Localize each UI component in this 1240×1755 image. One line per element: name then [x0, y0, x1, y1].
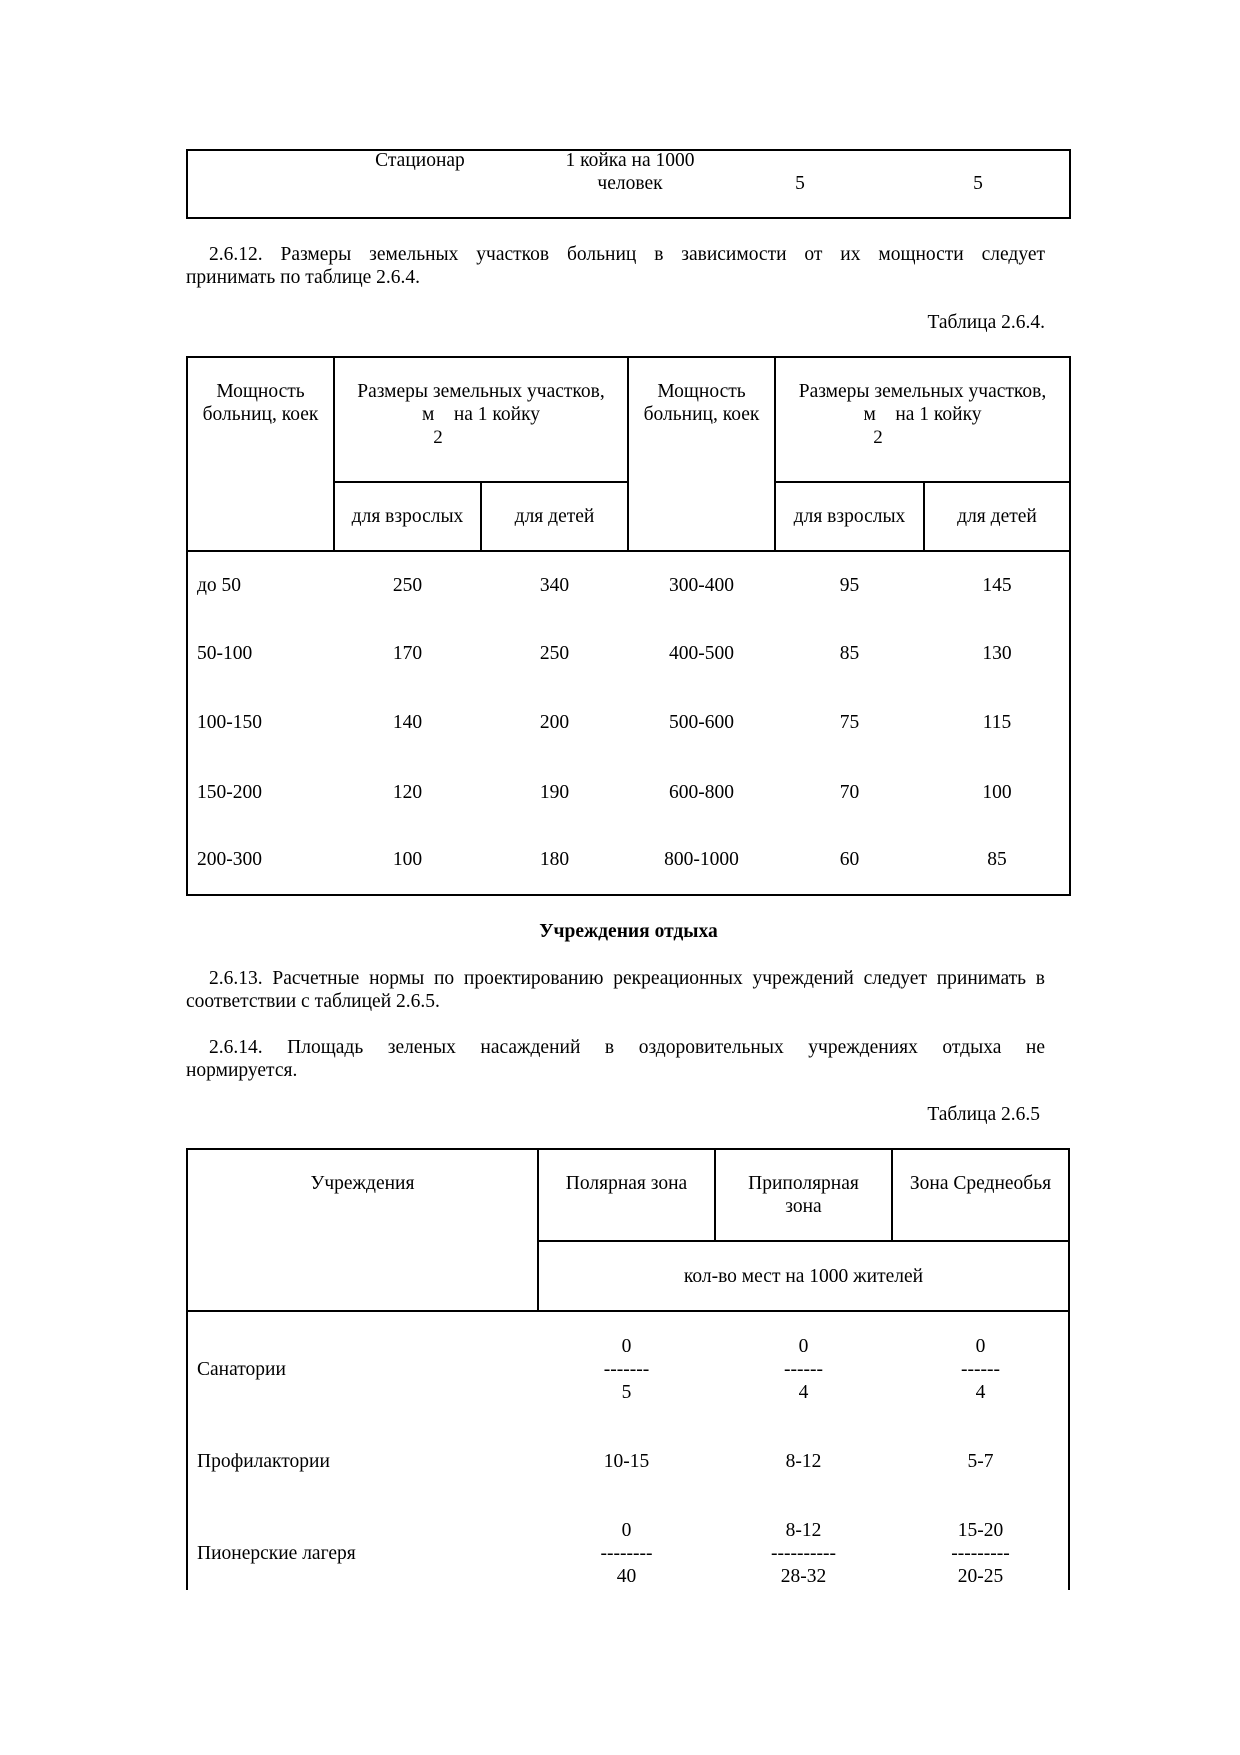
- table-border: [186, 894, 1071, 896]
- cell: 200: [539, 712, 570, 733]
- table-border: [537, 1240, 1070, 1242]
- cell: 130: [982, 643, 1012, 664]
- cell: 100-150: [197, 712, 262, 733]
- cell: 85: [987, 849, 1007, 870]
- fraction-cell: 8-12 ---------- 28-32: [771, 1520, 836, 1587]
- cell-norm-line1: 1 койка на 1000: [565, 150, 695, 171]
- header-children: для детей: [514, 506, 595, 527]
- cell: 190: [539, 782, 570, 803]
- table-border: [1069, 356, 1071, 896]
- cell: 95: [839, 575, 860, 596]
- table-border: [186, 356, 188, 896]
- header-polar-zone: Полярная зона: [565, 1173, 688, 1194]
- cell: 70: [839, 782, 860, 803]
- cell: 170: [392, 643, 423, 664]
- cell: 8-12: [785, 1451, 822, 1472]
- row-label: Санатории: [197, 1359, 286, 1380]
- cell: 800-1000: [664, 849, 739, 870]
- cell: 340: [539, 575, 570, 596]
- table-border: [186, 1148, 188, 1590]
- header-adults: для взрослых: [351, 506, 464, 527]
- section-title: Учреждения отдыха: [539, 921, 718, 942]
- fraction-cell: 0 ------ 4: [784, 1336, 823, 1403]
- cell: 150-200: [197, 782, 262, 803]
- cell-value-a: 5: [795, 173, 805, 194]
- fraction-cell: 0 ------- 5: [603, 1336, 650, 1403]
- table-caption: Таблица 2.6.4.: [927, 312, 1045, 333]
- cell: 145: [982, 575, 1012, 596]
- paragraph-line: соответствии с таблицей 2.6.5.: [186, 991, 440, 1012]
- cell: 500-600: [669, 712, 734, 733]
- fraction-cell: 15-20 --------- 20-25: [951, 1520, 1010, 1587]
- table-top-border: [186, 217, 1071, 219]
- header-unit: кол-во мест на 1000 жителей: [683, 1266, 924, 1287]
- cell: 115: [982, 712, 1012, 733]
- table-top-border: [1069, 149, 1071, 219]
- cell: 600-800: [669, 782, 734, 803]
- table-caption: Таблица 2.6.5: [927, 1104, 1040, 1125]
- cell: 100: [392, 849, 423, 870]
- table-border: [891, 1148, 893, 1242]
- cell: 300-400: [669, 575, 734, 596]
- paragraph-line: нормируется.: [186, 1060, 298, 1081]
- cell: 250: [539, 643, 570, 664]
- paragraph-line: 2.6.14. Площадь зеленых насаждений в оздоровительных учреждениях отдыха не: [209, 1037, 1045, 1058]
- cell: 50-100: [197, 643, 253, 664]
- paragraph-line: принимать по таблице 2.6.4.: [186, 267, 421, 288]
- fraction-cell: 0 ------ 4: [961, 1336, 1000, 1403]
- fraction-cell: 0 -------- 40: [600, 1520, 653, 1587]
- header-subpolar-zone: Приполярная зона: [748, 1173, 859, 1217]
- cell: 200-300: [197, 849, 262, 870]
- header-plot-size: Размеры земельных участков, м на 1 койку: [798, 381, 1047, 425]
- header-capacity: Мощность больниц, коек: [643, 381, 760, 425]
- cell: 85: [839, 643, 860, 664]
- header-middle-ob-zone: Зона Среднеобья: [909, 1173, 1052, 1194]
- header-plot-size: Размеры земельных участков, м на 1 койку: [357, 381, 605, 425]
- cell-value-b: 5: [973, 173, 983, 194]
- header-institutions: Учреждения: [310, 1173, 415, 1194]
- cell: 10-15: [603, 1451, 650, 1472]
- header-capacity: Мощность больниц, коек: [202, 381, 319, 425]
- header-plot-size-exponent: 2: [873, 427, 883, 448]
- header-plot-size-exponent: 2: [433, 427, 443, 448]
- row-label: Профилактории: [197, 1451, 330, 1472]
- table-border: [1068, 1148, 1070, 1590]
- cell: 75: [839, 712, 860, 733]
- cell: до 50: [197, 575, 242, 596]
- paragraph-line: 2.6.12. Размеры земельных участков больниц в зависимости от их мощности следует: [209, 244, 1045, 265]
- table-top-border: [186, 149, 188, 219]
- cell: 140: [392, 712, 423, 733]
- cell: 120: [392, 782, 423, 803]
- row-label: Пионерские лагеря: [197, 1543, 356, 1564]
- table-border: [186, 550, 1071, 552]
- header-children: для детей: [957, 506, 1037, 527]
- table-border: [186, 1310, 1070, 1312]
- cell: 250: [392, 575, 423, 596]
- cell: 60: [839, 849, 860, 870]
- cell: 100: [982, 782, 1012, 803]
- cell: 180: [539, 849, 570, 870]
- cell-stationary: Стационар: [375, 150, 465, 171]
- paragraph-line: 2.6.13. Расчетные нормы по проектированию рекреационных учреждений следует принимать в: [209, 968, 1045, 989]
- header-adults: для взрослых: [793, 506, 906, 527]
- cell: 5-7: [967, 1451, 994, 1472]
- cell-norm-line2: человек: [597, 173, 663, 194]
- cell: 400-500: [669, 643, 734, 664]
- table-border: [186, 1148, 1070, 1150]
